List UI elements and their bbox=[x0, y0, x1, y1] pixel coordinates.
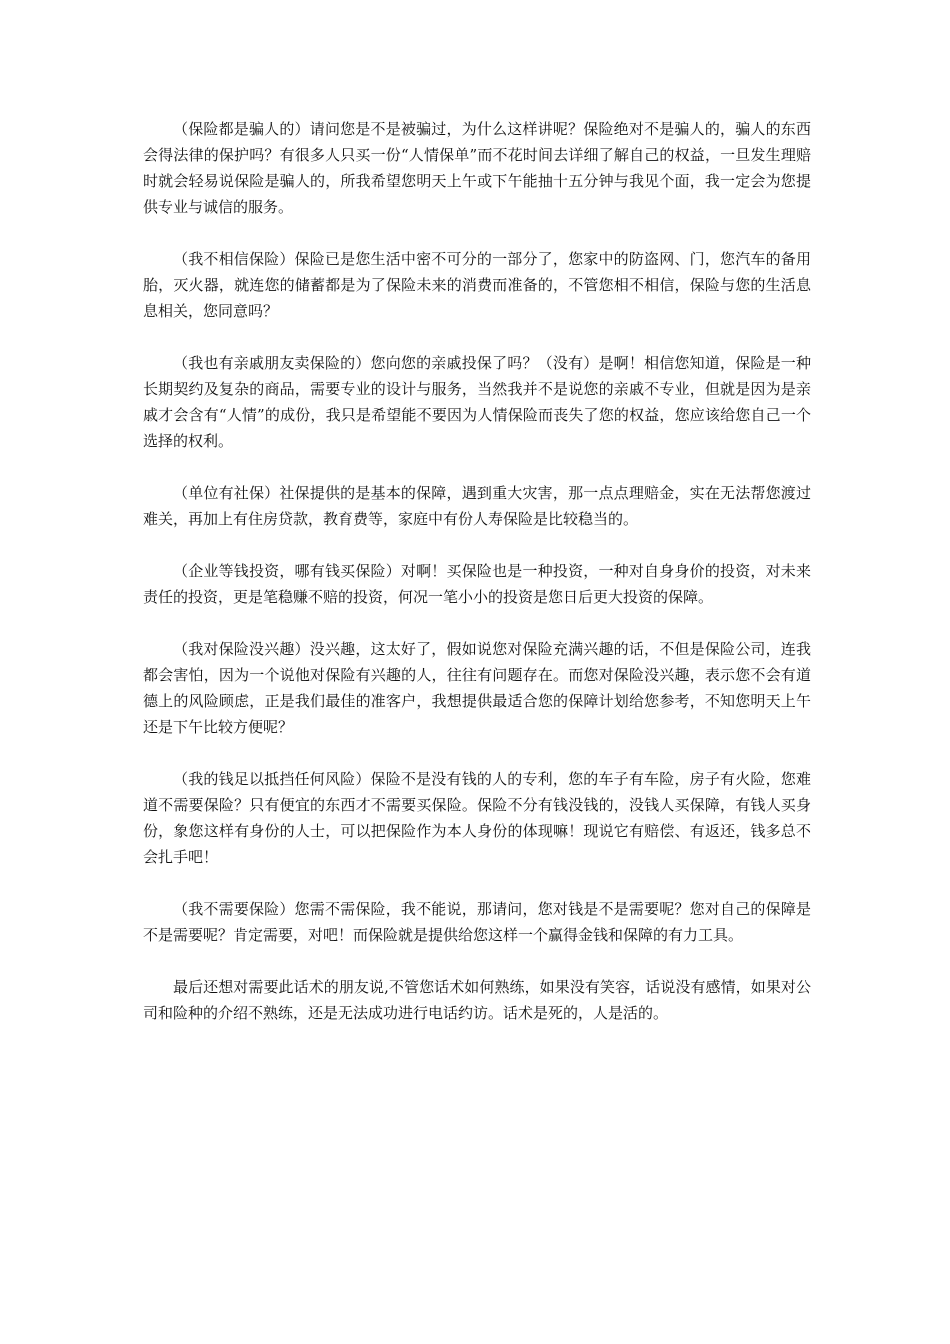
paragraph-not-interested: （我对保险没兴趣）没兴趣，这太好了，假如说您对保险充满兴趣的话，不但是保险公司，连我都会害怕，因为一个说他对保险有兴趣的人，往往有问题存在。而您对保险没兴趣，表示您不会有道德上的风险顾虑，正是我们最佳的准客户，我想提供最适合您的保障计划给您参考，不知您明天上午还是下午比较方便呢？ bbox=[143, 640, 811, 736]
paragraph-enough-money: （我的钱足以抵挡任何风险）保险不是没有钱的人的专利，您的车子有车险，房子有火险，您难道不需要保险？只有便宜的东西才不需要买保险。保险不分有钱没钱的，没钱人买保障，有钱人买身份，象您这样有身份的人士，可以把保险作为本人身份的体现嘛！现说它有赔偿、有返还，钱多总不会扎手吧！ bbox=[143, 770, 811, 866]
paragraph-money-for-investment: （企业等钱投资，哪有钱买保险）对啊！买保险也是一种投资，一种对自身身价的投资，对未来责任的投资，更是笔稳赚不赔的投资，何况一笔小小的投资是您日后更大投资的保障。 bbox=[143, 562, 811, 606]
paragraph-insurance-is-scam: （保险都是骗人的）请问您是不是被骗过，为什么这样讲呢？保险绝对不是骗人的，骗人的东西会得法律的保护吗？有很多人只买一份“人情保单”而不花时间去详细了解自己的权益，一旦发生理赔时就会轻易说保险是骗人的，所我希望您明天上午或下午能抽十五分钟与我见个面，我一定会为您提供专业与诚信的服务。 bbox=[143, 120, 811, 216]
document-body bbox=[143, 116, 811, 1052]
paragraph-dont-trust-insurance: （我不相信保险）保险已是您生活中密不可分的一部分了，您家中的防盗网、门，您汽车的备用胎，灭火器，就连您的储蓄都是为了保险未来的消费而准备的，不管您相不相信，保险与您的生活息息相关，您同意吗？ bbox=[143, 250, 811, 320]
paragraph-dont-need-insurance: （我不需要保险）您需不需保险，我不能说，那请问，您对钱是不是需要呢？您对自己的保障是不是需要呢？肯定需要，对吧！而保险就是提供给您这样一个赢得金钱和保障的有力工具。 bbox=[143, 900, 811, 944]
paragraph-social-insurance: （单位有社保）社保提供的是基本的保障，遇到重大灾害，那一点点理赔金，实在无法帮您渡过难关，再加上有住房贷款，教育费等，家庭中有份人寿保险是比较稳当的。 bbox=[143, 484, 811, 528]
paragraph-relatives-sell-insurance: （我也有亲戚朋友卖保险的）您向您的亲戚投保了吗？（没有）是啊！相信您知道，保险是一种长期契约及复杂的商品，需要专业的设计与服务，当然我并不是说您的亲戚不专业，但就是因为是亲戚才会含有“人情”的成份，我只是希望能不要因为人情保险而丧失了您的权益，您应该给您自己一个选择的权利。 bbox=[143, 354, 811, 450]
paragraph-closing-remarks: 最后还想对需要此话术的朋友说,不管您话术如何熟练，如果没有笑容，话说没有感情，如果对公司和险种的介绍不熟练，还是无法成功进行电话约访。话术是死的，人是活的。 bbox=[143, 978, 811, 1022]
